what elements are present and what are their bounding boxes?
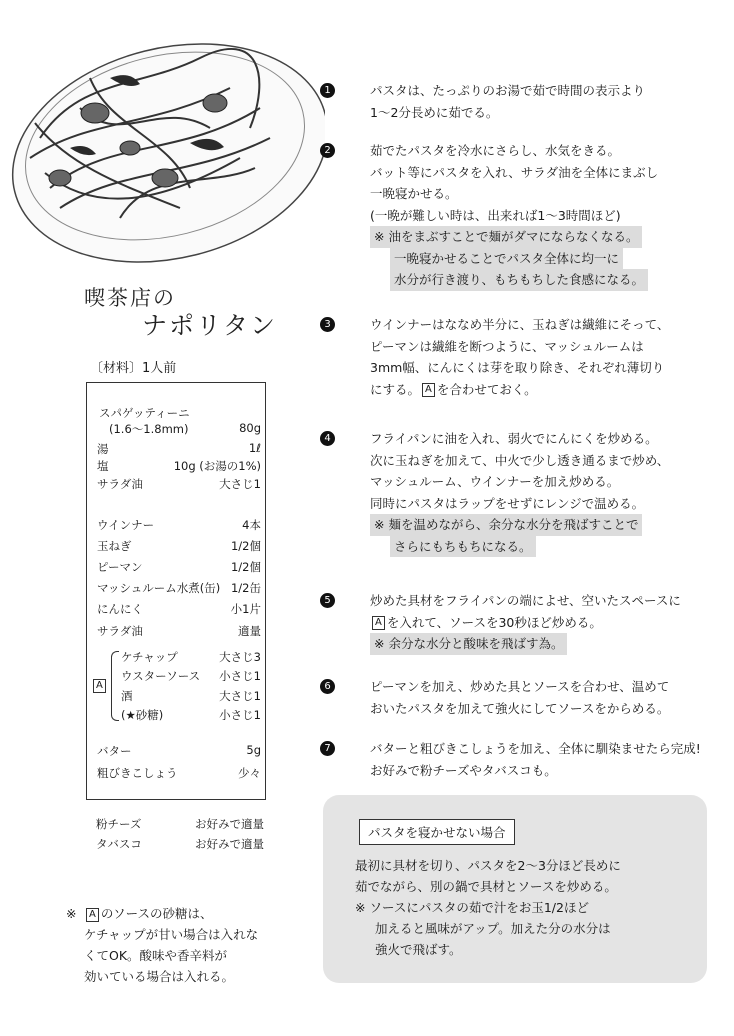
step-line: 1～2分長めに茹でる。 [370,104,499,120]
sauce-name: 酒 [121,689,133,703]
step-number: 5 [320,593,335,608]
tip-line: 強火で飛ばす。 [375,942,462,957]
step-line [370,612,730,634]
step-text: を入れて、ソースを30秒ほど炒める。 [386,614,602,630]
step-6 [320,676,730,719]
ingredient-name: 塩 [97,459,109,473]
step-number: 4 [320,431,335,446]
step-line: 一晩寝かせる。 [370,186,458,201]
ingredient-name: サラダ油 [97,624,143,638]
tip-line: 最初に具材を切り、パスタを2～3分ほど長めに [355,858,621,873]
ingredient-name: バター [97,744,132,758]
step-line: ピーマンは繊維を断つように、マッシュルームは [370,338,644,354]
recipe-title-line2: ナポリタン [142,311,278,340]
ingredients-box [86,382,266,800]
sauce-a-badge: A [422,383,435,397]
sauce-a-badge: A [86,908,99,922]
ingredient-qty: お好みで適量 [195,837,264,851]
step-7 [320,738,730,781]
sauce-name: ケチャップ [121,650,178,664]
sauce-qty: 小さじ1 [219,669,261,683]
step-line: 炒めた具材をフライパンの端によせ、空いたスペースに [370,593,681,608]
ingredient-qty: 大さじ1 [219,477,261,491]
ingredient-name: 粗びきこしょう [97,766,178,780]
ingredient-name: 玉ねぎ [97,539,132,553]
step-note: さらにもちもちになる。 [390,536,536,558]
tip-line: 茹でながら、別の鍋で具材とソースを炒める。 [355,879,617,894]
sugar-note [66,903,258,987]
note-line: 効いている場合は入れる。 [84,969,235,984]
step-note: ※ 余分な水分と酸味を飛ばす為。 [370,633,567,655]
step-4 [320,428,730,557]
step-note: ※ 油をまぶすことで麺がダマにならなくなる。 [370,226,642,248]
step-3 [320,314,730,400]
step-line: 同時にパスタはラップをせずにレンジで温める。 [370,495,645,511]
tip-line: ※ ソースにパスタの茹で汁をお玉1/2ほど [355,900,589,915]
step-line: フライパンに油を入れ、弱火でにんにくを炒める。 [370,431,658,446]
step-note: ※ 麺を温めながら、余分な水分を飛ばすことで [370,514,642,536]
sauce-name: ウスターソース [121,669,201,683]
step-5 [320,590,730,655]
step-line: バット等にパスタを入れ、サラダ油を全体にまぶし [370,164,659,180]
ingredient-qty: 5g [246,743,261,757]
step-2 [320,140,730,291]
ingredient-name: (1.6～1.8mm) [109,422,189,436]
step-number: 7 [320,741,335,756]
ingredient-name: ピーマン [97,560,143,574]
ingredient-name: 湯 [97,442,109,456]
step-line: 次に玉ねぎを加えて、中火で少し透き通るまで炒め、 [370,452,670,468]
step-line: お好みで粉チーズやタバスコも。 [370,762,557,778]
ingredient-qty: 小1片 [230,602,261,616]
sauce-qty: 大さじ3 [219,650,261,664]
step-text: にする。 [370,381,421,397]
step-line: ピーマンを加え、炒めた具とソースを合わせ、温めて [370,679,670,694]
sauce-bracket [111,651,119,721]
step-line: 3mm幅、にんにくは芽を取り除き、それぞれ薄切り [370,360,665,375]
note-line [84,903,258,924]
napolitan-plate-illustration [0,18,325,288]
step-note: 一晩寝かせることでパスタ全体に均一に [390,248,623,270]
note-mark: ※ [66,906,77,921]
ingredient-qty: 少々 [238,766,261,780]
ingredient-qty: 1/2缶 [230,581,261,595]
ingredient-name: サラダ油 [97,477,143,491]
ingredient-qty: 80g [239,421,261,435]
step-line [370,379,730,401]
sauce-qty: 大さじ1 [219,689,261,703]
serving-label: 〔材料〕1人前 [90,361,177,376]
no-resting-tip-box [323,795,707,983]
ingredient-qty: 4本 [242,518,261,532]
step-line: (一晩が難しい時は、出来れば1～3時間ほど) [370,207,621,223]
tip-body [355,855,621,960]
step-note: 水分が行き渡り、もちもちした食感になる。 [390,269,648,291]
note-line: くてOK。酸味や香辛料が [84,948,228,963]
tip-title: パスタを寝かせない場合 [359,819,515,845]
note-line: ケチャップが甘い場合は入れな [84,927,259,942]
tip-line: 加えると風味がアップ。加えた分の水分は [375,921,611,936]
sauce-a-badge: A [372,616,385,630]
step-line: 茹でたパスタを冷水にさらし、水気をきる。 [370,143,621,158]
step-number: 3 [320,317,335,332]
step-line: おいたパスタを加えて強火にしてソースをからめる。 [370,700,670,716]
ingredient-name: マッシュルーム水煮(缶) [97,581,221,595]
note-text: のソースの砂糖は、 [100,906,213,921]
step-1 [320,80,730,123]
ingredient-name: 粉チーズ [96,817,142,831]
recipe-title-line1: 喫茶店の [84,286,176,310]
step-number: 2 [320,143,335,158]
ingredient-qty: 1ℓ [248,441,261,455]
step-number: 1 [320,83,335,98]
ingredient-name: ウインナー [97,518,155,532]
step-line: マッシュルーム、ウインナーを加え炒める。 [370,474,620,489]
ingredient-qty: お好みで適量 [195,817,264,831]
ingredient-name: スパゲッティーニ [99,406,190,420]
step-line: ウインナーはななめ半分に、玉ねぎは繊維にそって、 [370,317,670,332]
ingredient-qty: 適量 [238,624,261,638]
step-text: を合わせておく。 [436,381,537,397]
sauce-name: (★砂糖) [121,708,164,722]
ingredient-qty: 10g (お湯の1%) [173,459,261,473]
ingredient-qty: 1/2個 [230,560,261,574]
ingredient-qty: 1/2個 [230,539,261,553]
step-line: パスタは、たっぷりのお湯で茹で時間の表示より [370,83,646,98]
sauce-a-badge: A [93,679,106,693]
sauce-qty: 小さじ1 [219,708,261,722]
step-line: バターと粗びきこしょうを加え、全体に馴染ませたら完成! [370,741,701,756]
step-number: 6 [320,679,335,694]
ingredient-name: にんにく [97,602,143,616]
ingredient-name: タバスコ [96,837,142,851]
